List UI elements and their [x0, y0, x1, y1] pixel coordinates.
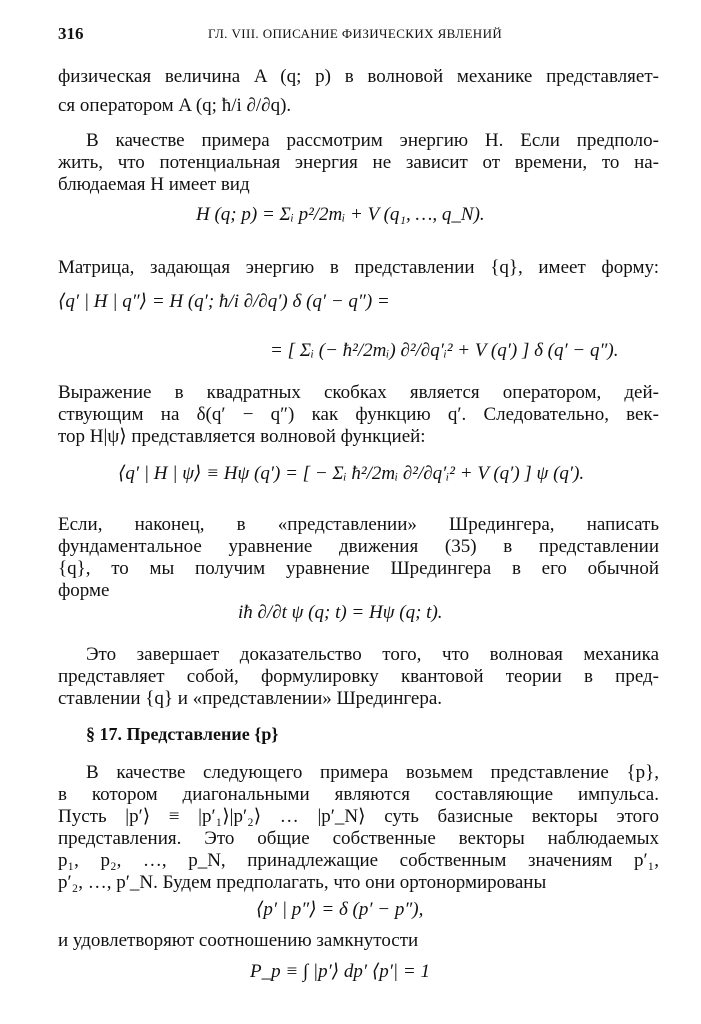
equation-orthonormal: ⟨p′ | p″⟩ = δ (p′ − p″),: [256, 899, 424, 920]
body-line: форме: [58, 580, 110, 601]
body-line: Выражение в квадратных скобках является оператором, дей-: [58, 382, 659, 403]
body-line: ся оператором A (q; ħ/i ∂/∂q).: [58, 95, 292, 116]
equation-matrix-1: ⟨q′ | H | q″⟩ = H (q′; ħ/i ∂/∂q′) δ (q′ − q″) =: [58, 291, 390, 312]
body-line: Это завершает доказательство того, что волновая механика: [86, 644, 659, 665]
section-heading: § 17. Представление {p}: [86, 724, 279, 744]
running-head: ГЛ. VIII. ОПИСАНИЕ ФИЗИЧЕСКИХ ЯВЛЕНИЙ: [208, 26, 503, 41]
body-line: Матрица, задающая энергию в представлении {q}, имеет форму:: [58, 257, 659, 278]
body-line: тор H|ψ⟩ представляется волновой функцией:: [58, 426, 426, 447]
body-line: представления. Это общие собственные векторы наблюдаемых: [58, 828, 659, 849]
body-line: ствующим на δ(q′ − q″) как функцию q′. Следовательно, век-: [58, 404, 659, 425]
body-line: фундаментальное уравнение движения (35) в представлении: [58, 536, 659, 557]
body-line: В качестве следующего примера возьмем представление {p},: [86, 762, 659, 783]
page-number: 316: [58, 24, 84, 43]
body-line: блюдаемая H имеет вид: [58, 174, 250, 195]
body-line: в котором диагональными являются составляющие импульса.: [58, 784, 659, 805]
body-line: и удовлетворяют соотношению замкнутости: [58, 930, 419, 951]
equation-schrodinger: iħ ∂/∂t ψ (q; t) = Hψ (q; t).: [238, 602, 443, 623]
page-header: [58, 24, 657, 46]
equation-hamiltonian: H (q; p) = Σᵢ p²/2mᵢ + V (q₁, …, q_N).: [196, 204, 485, 225]
body-line: Если, наконец, в «представлении» Шредингера, написать: [58, 514, 659, 535]
body-line: физическая величина A (q; p) в волновой механике представляет-: [58, 66, 659, 87]
equation-matrix-2: = [ Σᵢ (− ħ²/2mᵢ) ∂²/∂q′ᵢ² + V (q′) ] δ (q′ − q″).: [270, 340, 619, 361]
equation-wavefunction: ⟨q′ | H | ψ⟩ ≡ Hψ (q′) = [ − Σᵢ ħ²/2mᵢ ∂²/∂q′ᵢ² + V (q′) ] ψ (q′).: [118, 463, 585, 484]
body-line: p′₂, …, p′_N. Будем предполагать, что они ортонормированы: [58, 872, 547, 893]
body-line: Пусть |p′⟩ ≡ |p′₁⟩|p′₂⟩ … |p′_N⟩ суть базисные векторы этого: [58, 806, 659, 827]
body-line: ставлении {q} и «представлении» Шредингера.: [58, 688, 443, 709]
body-line: {q}, то мы получим уравнение Шредингера в его обычной: [58, 558, 659, 579]
equation-completeness: P_p ≡ ∫ |p′⟩ dp′ ⟨p′| = 1: [250, 961, 430, 982]
body-line: p₁, p₂, …, p_N, принадлежащие собственным значениям p′₁,: [58, 850, 659, 871]
body-line: В качестве примера рассмотрим энергию H. Если предполо-: [86, 130, 659, 151]
body-line: жить, что потенциальная энергия не зависит от времени, то на-: [58, 152, 659, 173]
body-line: представляет собой, формулировку квантовой теории в пред-: [58, 666, 659, 687]
